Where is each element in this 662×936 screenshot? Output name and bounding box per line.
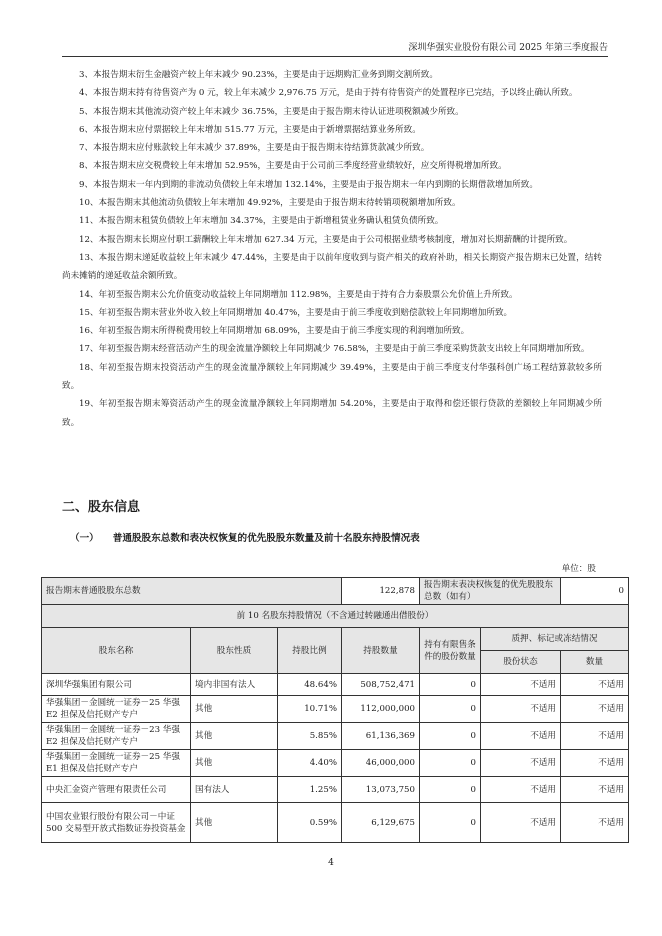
table-row [42,696,629,723]
note-item: 3、本报告期末衍生金融资产较上年末减少 90.23%，主要是由于远期购汇业务到期交割所致。 [79,70,438,80]
cell-ratio: 0.59% [278,803,342,843]
top10-title: 前 10 名股东持股情况（不含通过转融通出借股份） [42,605,629,628]
cell-status: 不适用 [481,696,561,723]
preferred-shareholders-label: 报告期末表决权恢复的优先股股东总数（如有） [420,578,561,605]
col-header-ratio: 持股比例 [278,628,342,674]
note-item: 10、本报告期末其他流动负债较上年末增加 49.92%，主要是由于报告期末待转销项税额增加所致。 [79,198,461,209]
cell-restricted: 0 [420,723,481,750]
col-header-qty: 持股数量 [342,628,420,674]
cell-ratio: 5.85% [278,723,342,750]
page-number: 4 [328,858,334,868]
cell-restricted: 0 [420,674,481,696]
cell-name: 深圳华强集团有限公司 [42,674,191,696]
col-header-restricted: 持有有限售条件的股份数量 [420,628,481,674]
cell-ratio: 1.25% [278,777,342,803]
note-item: 11、本报告期末租赁负债较上年末增加 34.37%，主要是由于新增租赁业务确认租赁负债所致。 [79,216,444,227]
report-header: 深圳华强实业股份有限公司 2025 年第三季度报告 [62,40,608,57]
section-title: 二、股东信息 [62,500,141,515]
subsection-title [70,530,420,544]
col-header-name: 股东名称 [42,628,191,674]
note-item: 6、本报告期末应付票据较上年末增加 515.77 万元，主要是由于新增票据结算业务所致。 [79,124,421,135]
cell-restricted: 0 [420,803,481,843]
note-item: 13、本报告期末递延收益较上年末减少 47.44%，主要是由于以前年度收到与资产相关的政府补助，相关长期资产报告期末已处置，结转尚未摊销的递延收益余额所致。 [62,252,602,282]
cell-nature: 国有法人 [191,777,278,803]
cell-nature: 境内非国有法人 [191,674,278,696]
col-header-pledge: 质押、标记或冻结情况 [481,628,629,651]
subsection-number: （一） [70,533,99,544]
cell-count: 不适用 [561,750,629,777]
cell-status: 不适用 [481,750,561,777]
cell-name: 中国农业银行股份有限公司－中证 500 交易型开放式指数证券投资基金 [42,803,191,843]
note-item: 9、本报告期末一年内到期的非流动负债较上年末增加 132.14%，主要是由于报告期末一年内到期的长期借款增加所致。 [79,179,538,190]
cell-count: 不适用 [561,696,629,723]
summary-row [42,578,629,605]
note-item: 17、年初至报告期末经营活动产生的现金流量净额较上年同期减少 76.58%，主要是由于前三季度采购货款支出较上年同期增加所致。 [79,344,590,355]
cell-restricted: 0 [420,696,481,723]
total-shareholders-value: 122,878 [342,578,420,605]
note-item: 15、年初至报告期末营业外收入较上年同期增加 40.47%，主要是由于前三季度收到赔偿款较上年同期增加所致。 [79,307,513,318]
cell-count: 不适用 [561,723,629,750]
cell-status: 不适用 [481,723,561,750]
note-item: 19、年初至报告期末筹资活动产生的现金流量净额较上年同期增加 54.20%，主要是由于取得和偿还银行贷款的差额较上年同期减少所致。 [62,399,602,428]
col-header-nature: 股东性质 [191,628,278,674]
cell-nature: 其他 [191,696,278,723]
cell-qty: 112,000,000 [342,696,420,723]
note-item: 8、本报告期末应交税费较上年末增加 52.95%，主要是由于公司前三季度经营业绩较好，应交所得税增加所致。 [79,161,507,172]
unit-label: 单位：股 [561,564,596,574]
subsection-text: 普通股股东总数和表决权恢复的优先股股东数量及前十名股东持股情况表 [112,533,420,544]
cell-status: 不适用 [481,777,561,803]
table-row [42,750,629,777]
cell-restricted: 0 [420,750,481,777]
preferred-shareholders-value: 0 [561,578,629,605]
note-item: 12、本报告期末长期应付职工薪酬较上年末增加 627.34 万元，主要是由于公司根据业绩考核制度，增加对长期薪酬的计提所致。 [79,234,573,245]
cell-qty: 46,000,000 [342,750,420,777]
cell-count: 不适用 [561,674,629,696]
cell-qty: 6,129,675 [342,803,420,843]
note-item: 16、年初至报告期末所得税费用较上年同期增加 68.09%，主要是由于前三季度实现的利润增加所致。 [79,326,470,337]
col-header-count: 数量 [561,651,629,674]
col-header-status: 股份状态 [481,651,561,674]
cell-qty: 508,752,471 [342,674,420,696]
cell-nature: 其他 [191,723,278,750]
table-row [42,777,629,803]
total-shareholders-label: 报告期末普通股股东总数 [42,578,342,605]
note-item: 18、年初至报告期末投资活动产生的现金流量净额较上年同期减少 39.49%，主要是由于前三季度支付华强科创广场工程结算款较多所致。 [62,362,602,392]
cell-nature: 其他 [191,803,278,843]
cell-status: 不适用 [481,803,561,843]
shareholder-table [41,577,629,843]
note-item: 7、本报告期末应付账款较上年末减少 37.89%，主要是由于报告期末待结算货款减少所致。 [79,143,430,154]
cell-name: 华强集团－金圆统一证券－25 华强 E1 担保及信托财产专户 [42,750,191,777]
table-row [42,723,629,750]
cell-status: 不适用 [481,674,561,696]
note-item: 14、年初至报告期末公允价值变动收益较上年同期增加 112.98%，主要是由于持有合力泰股票公允价值上升所致。 [79,289,518,300]
cell-ratio: 48.64% [278,674,342,696]
analysis-notes [62,66,602,432]
cell-qty: 61,136,369 [342,723,420,750]
cell-ratio: 4.40% [278,750,342,777]
cell-restricted: 0 [420,777,481,803]
cell-name: 华强集团－金圆统一证券－25 华强 E2 担保及信托财产专户 [42,696,191,723]
table-row [42,674,629,696]
cell-count: 不适用 [561,803,629,843]
note-item: 5、本报告期末其他流动资产较上年末减少 36.75%，主要是由于报告期末待认证进项税额减少所致。 [79,106,464,117]
cell-qty: 13,073,750 [342,777,420,803]
cell-ratio: 10.71% [278,696,342,723]
cell-count: 不适用 [561,777,629,803]
cell-nature: 其他 [191,750,278,777]
table-row [42,803,629,843]
note-item: 4、本报告期末持有待售资产为 0 元，较上年末减少 2,976.75 万元，是由于持有待售资产的处置程序已完结，予以终止确认所致。 [79,88,578,99]
cell-name: 华强集团－金圆统一证券－23 华强 E2 担保及信托财产专户 [42,723,191,750]
cell-name: 中央汇金资产管理有限责任公司 [42,777,191,803]
